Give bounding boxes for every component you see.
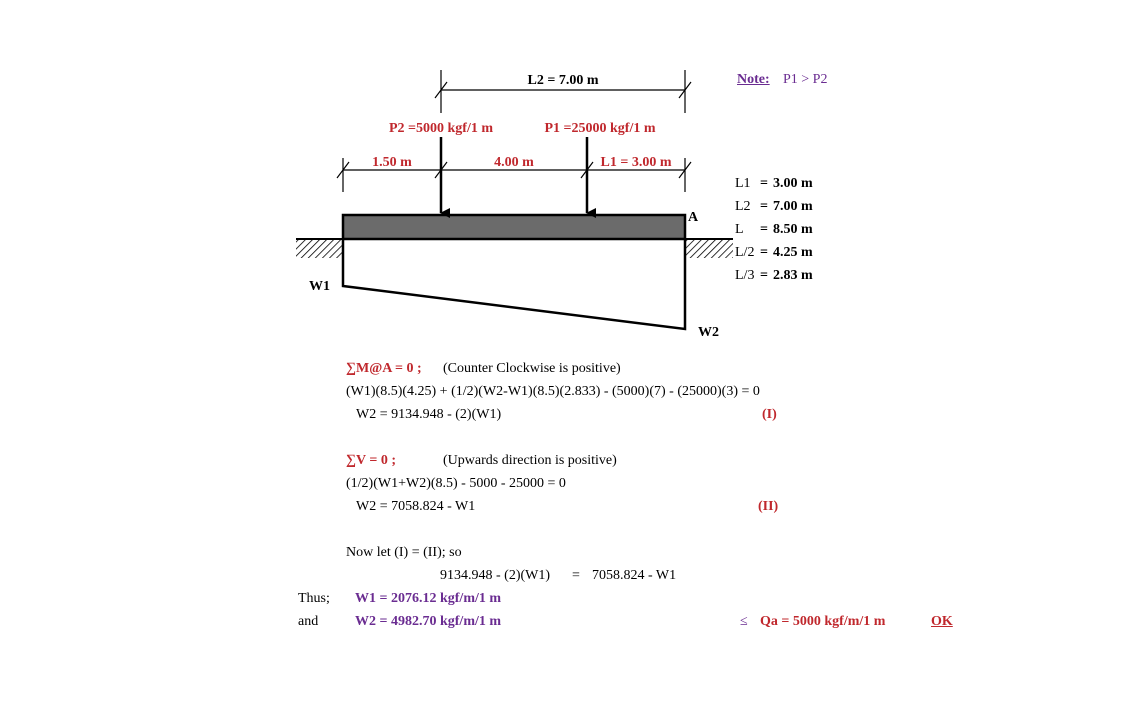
moment-equation: (W1)(8.5)(4.25) + (1/2)(W2-W1)(8.5)(2.833) - (5000)(7) - (25000)(3) = 0 [346,384,760,399]
param-name: L/3 [735,268,755,283]
param-name: L2 [735,199,751,214]
w2-label: W2 [698,325,719,340]
param-value: 7.00 m [773,199,813,214]
param-value: 2.83 m [773,268,813,283]
param-eq: = [760,176,768,191]
dim-seg3-label: L1 = 3.00 m [600,155,672,170]
param-eq: = [760,268,768,283]
param-value: 3.00 m [773,176,813,191]
solve-intro: Now let (I) = (II); so [346,545,462,560]
note-text: P1 > P2 [783,72,828,87]
param-value: 4.25 m [773,245,813,260]
equate-right: 7058.824 - W1 [592,568,677,583]
p1-label: P1 =25000 kgf/1 m [544,121,656,136]
w1-label: W1 [309,279,330,294]
vertical-equation: (1/2)(W1+W2)(8.5) - 5000 - 25000 = 0 [346,476,566,491]
vertical-sign-note: (Upwards direction is positive) [443,453,617,468]
allowable-pressure: Qa = 5000 kgf/m/1 m [760,614,886,629]
and-label: and [298,614,319,629]
p2-label: P2 =5000 kgf/1 m [388,121,494,136]
equation-tag-2: (II) [758,499,779,514]
w1-result: W1 = 2076.12 kgf/m/1 m [355,591,502,606]
thus-label: Thus; [298,591,330,606]
param-eq: = [760,245,768,260]
ground-hatch-left [296,239,343,258]
equate-equals: = [572,568,580,583]
equation-tag-1: (I) [762,407,777,422]
dim-seg1-label: 1.50 m [372,155,412,170]
dim-seg2-label: 4.00 m [494,155,534,170]
point-a-label: A [688,210,699,225]
note-label: Note: [737,72,770,87]
param-name: L1 [735,176,751,191]
moment-sign-note: (Counter Clockwise is positive) [443,361,621,376]
moment-result: W2 = 9134.948 - (2)(W1) [356,407,502,422]
vertical-heading: ∑V = 0 ; [346,453,396,468]
w2-result: W2 = 4982.70 kgf/m/1 m [355,614,502,629]
equate-left: 9134.948 - (2)(W1) [440,568,551,583]
ground-hatch-right [685,239,733,258]
ok-check: OK [931,614,953,629]
leq-sign: ≤ [740,614,748,629]
param-name: L [735,222,744,237]
param-eq: = [760,199,768,214]
moment-heading: ∑M@A = 0 ; [346,361,422,376]
vertical-result: W2 = 7058.824 - W1 [356,499,476,514]
footing-slab [343,215,685,239]
param-eq: = [760,222,768,237]
dim-l2-label: L2 = 7.00 m [527,73,599,88]
param-value: 8.50 m [773,222,813,237]
param-name: L/2 [735,245,755,260]
soil-pressure-diagram [343,239,685,329]
